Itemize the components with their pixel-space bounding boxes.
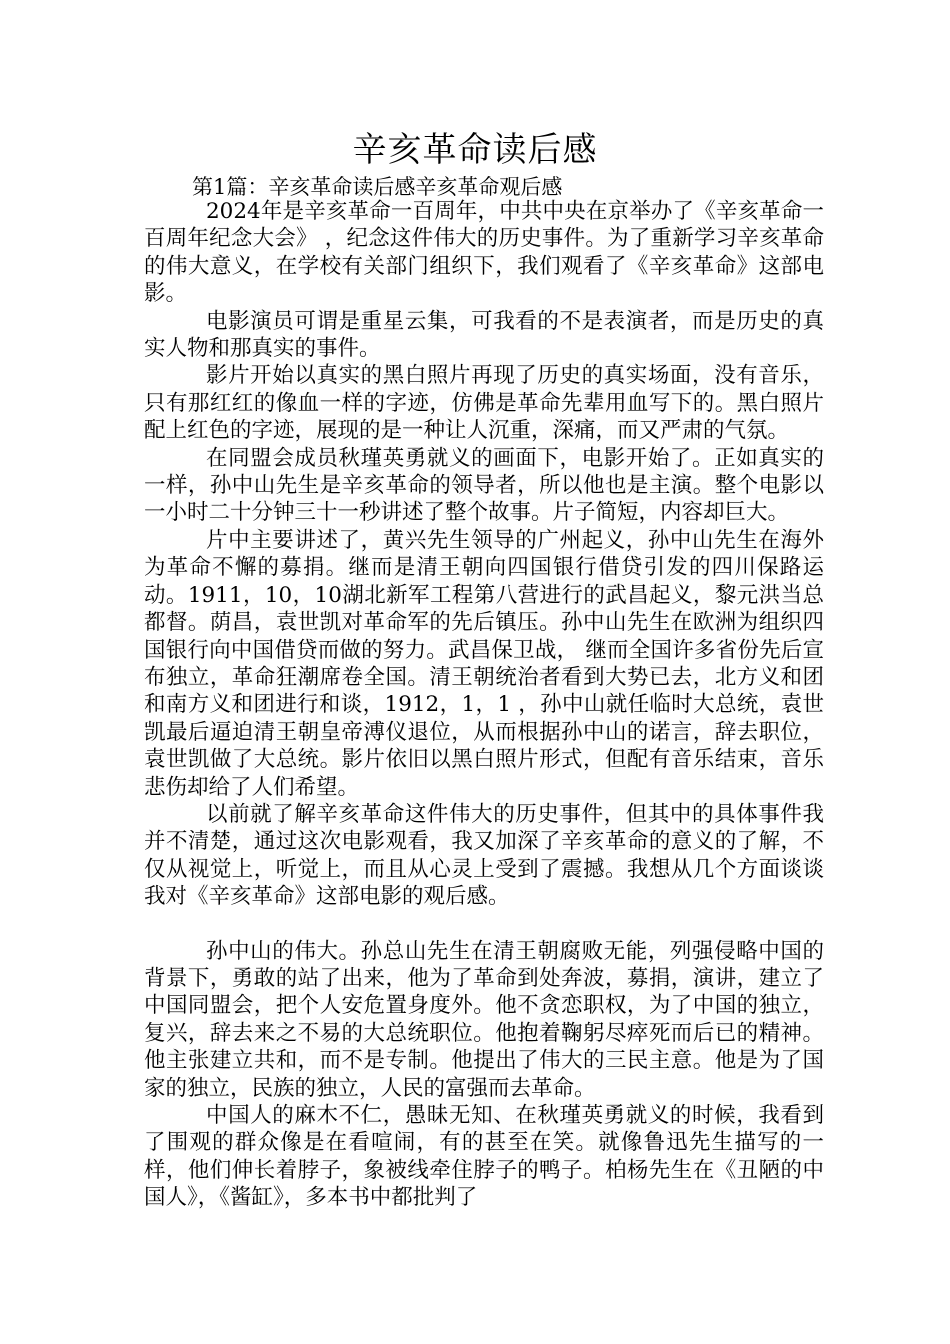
document-title: 辛亥革命读后感 [352,130,598,170]
document-subtitle: 第1篇：辛亥革命读后感辛亥革命观后感 [192,175,563,199]
paragraph: 2024年是辛亥革命一百周年，中共中央在京举办了《辛亥革命一百周年纪念大会》 ，纪念这件伟大的历史事件。为了重新学习辛亥革命的伟大意义，在学校有关部门组织下，我们观看了《辛亥革命》这部电影。 [144,199,824,307]
paragraph: 中国人的麻木不仁，愚昧无知、在秋瑾英勇就义的时候，我看到了围观的群众像是在看喧闹，有的甚至在笑。就像鲁迅先生描写的一样，他们伸长着脖子，象被线牵住脖子的鸭子。柏杨先生在《丑陋的中国人》，《酱缸》，多本书中都批判了 [144,1103,824,1211]
paragraph: 电影演员可谓是重星云集，可我看的不是表演者，而是历史的真实人物和那真实的事件。 [144,308,824,362]
paragraph-spacer [144,911,824,938]
document-body [144,198,824,1212]
paragraph: 在同盟会成员秋瑾英勇就义的画面下，电影开始了。正如真实的一样，孙中山先生是辛亥革命的领导者，所以他也是主演。整个电影以一小时二十分钟三十一秒讲述了整个故事。片子简短，内容却巨大。 [144,445,824,526]
paragraph: 孙中山的伟大。孙总山先生在清王朝腐败无能，列强侵略中国的背景下，勇敢的站了出来，他为了革命到处奔波，募捐，演讲，建立了中国同盟会，把个人安危置身度外。他不贪恋职权，为了中国的独立，复兴，辞去来之不易的大总统职位。他抱着鞠躬尽瘁死而后已的精神。他主张建立共和，而不是专制。他提出了伟大的三民主意。他是为了国家的独立，民族的独立，人民的富强而去革命。 [144,938,824,1101]
paragraph: 影片开始以真实的黑白照片再现了历史的真实场面，没有音乐，只有那红红的像血一样的字迹，仿佛是革命先辈用血写下的。黑白照片配上红色的字迹，展现的是一种让人沉重，深痛，而又严肃的气氛。 [144,363,824,444]
paragraph: 片中主要讲述了，黄兴先生领导的广州起义，孙中山先生在海外为革命不懈的募捐。继而是清王朝向四国银行借贷引发的四川保路运动。1911，10，10湖北新军工程第八营进行的武昌起义，黎元洪当总都督。荫昌，袁世凯对革命军的先后镇压。孙中山先生在欧洲为组织四国银行向中国借贷而做的努力。武昌保卫战， 继而全国许多省份先后宣布独立，革命狂潮席卷全国。清王朝统治者看到大势已去，北方义和团和南方义和团进行和谈，1912，1，1 ，孙中山就任临时大总统，袁世凯最后逼迫清王朝皇帝溥仪退位，从而根据孙中山的诺言，辞去职位，袁世凯做了大总统。影片依旧以黑白照片形式，但配有音乐结束，音乐悲伤却给了人们希望。 [144,527,824,800]
paragraph: 以前就了解辛亥革命这件伟大的历史事件，但其中的具体事件我并不清楚，通过这次电影观看，我又加深了辛亥革命的意义的了解，不仅从视觉上，听觉上，而且从心灵上受到了震撼。我想从几个方面谈谈我对《辛亥革命》这部电影的观后感。 [144,801,824,910]
